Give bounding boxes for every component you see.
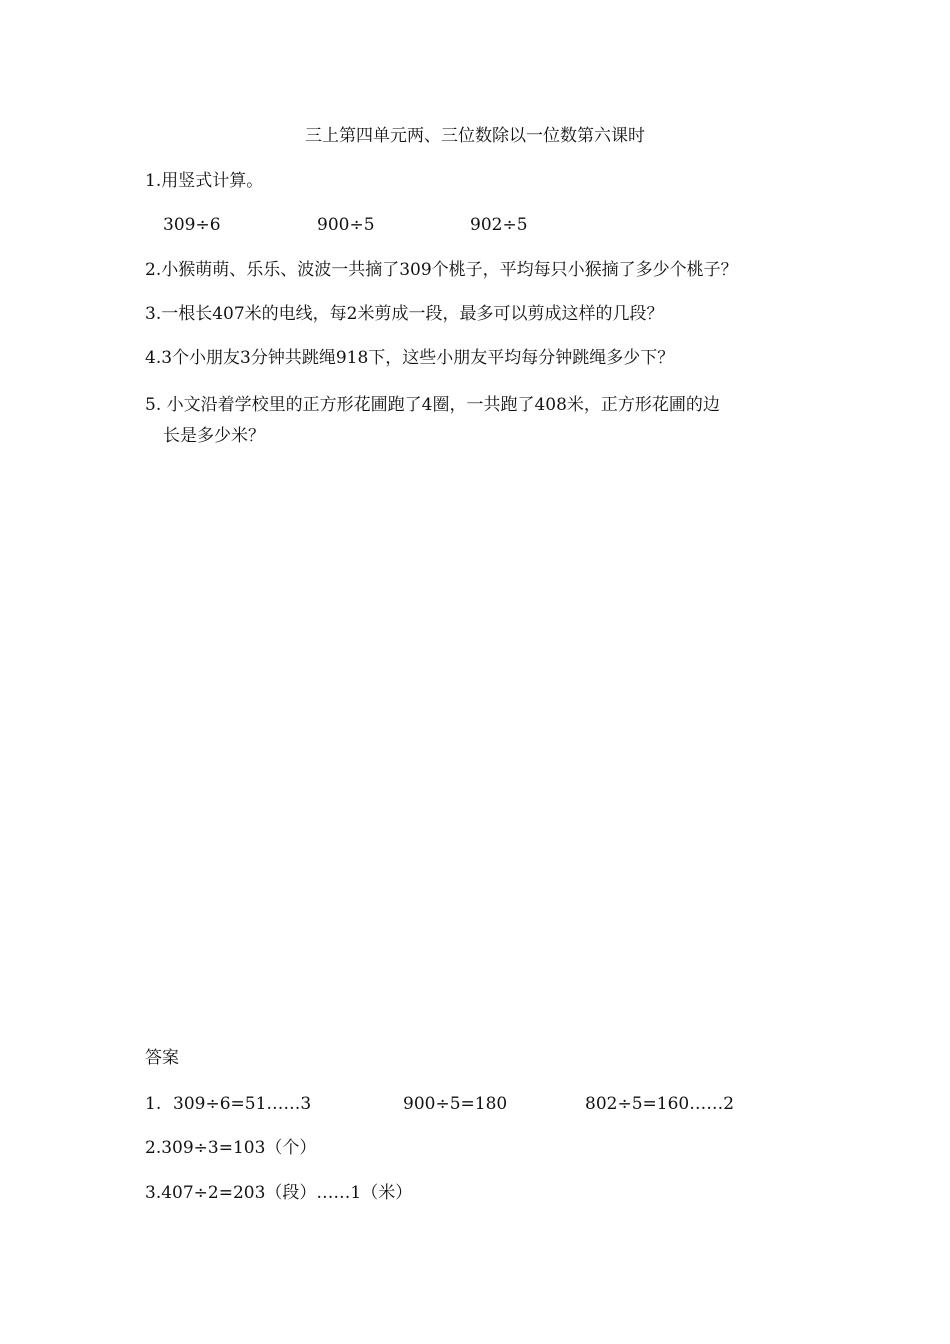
answers-heading: 答案 bbox=[145, 1048, 179, 1068]
answer-1-label: 1. bbox=[145, 1094, 162, 1114]
answer-1-item-2: 900÷5=180 bbox=[403, 1094, 508, 1114]
question-1-item-3: 902÷5 bbox=[470, 215, 528, 235]
question-5-line-2: 长是多少米？ bbox=[163, 426, 265, 446]
answer-3: 3.407÷2=203（段）……1（米） bbox=[145, 1183, 413, 1203]
question-4: 4.3个小朋友3分钟共跳绳918下，这些小朋友平均每分钟跳绳多少下？ bbox=[145, 348, 675, 368]
page-title: 三上第四单元两、三位数除以一位数第六课时 bbox=[305, 126, 645, 146]
question-5-line-1: 5. 小文沿着学校里的正方形花圃跑了4圈，一共跑了408米，正方形花圃的边 bbox=[145, 395, 720, 415]
question-1-item-2: 900÷5 bbox=[317, 215, 375, 235]
question-2: 2.小猴萌萌、乐乐、波波一共摘了309个桃子，平均每只小猴摘了多少个桃子？ bbox=[145, 260, 738, 280]
question-1: 1.用竖式计算。 bbox=[145, 171, 264, 191]
answer-1-item-3: 802÷5=160……2 bbox=[585, 1094, 735, 1114]
question-1-item-1: 309÷6 bbox=[163, 215, 221, 235]
question-3: 3.一根长407米的电线，每2米剪成一段，最多可以剪成这样的几段？ bbox=[145, 304, 664, 324]
answer-1-item-1: 309÷6=51……3 bbox=[173, 1094, 312, 1114]
answer-2: 2.309÷3=103（个） bbox=[145, 1138, 317, 1158]
